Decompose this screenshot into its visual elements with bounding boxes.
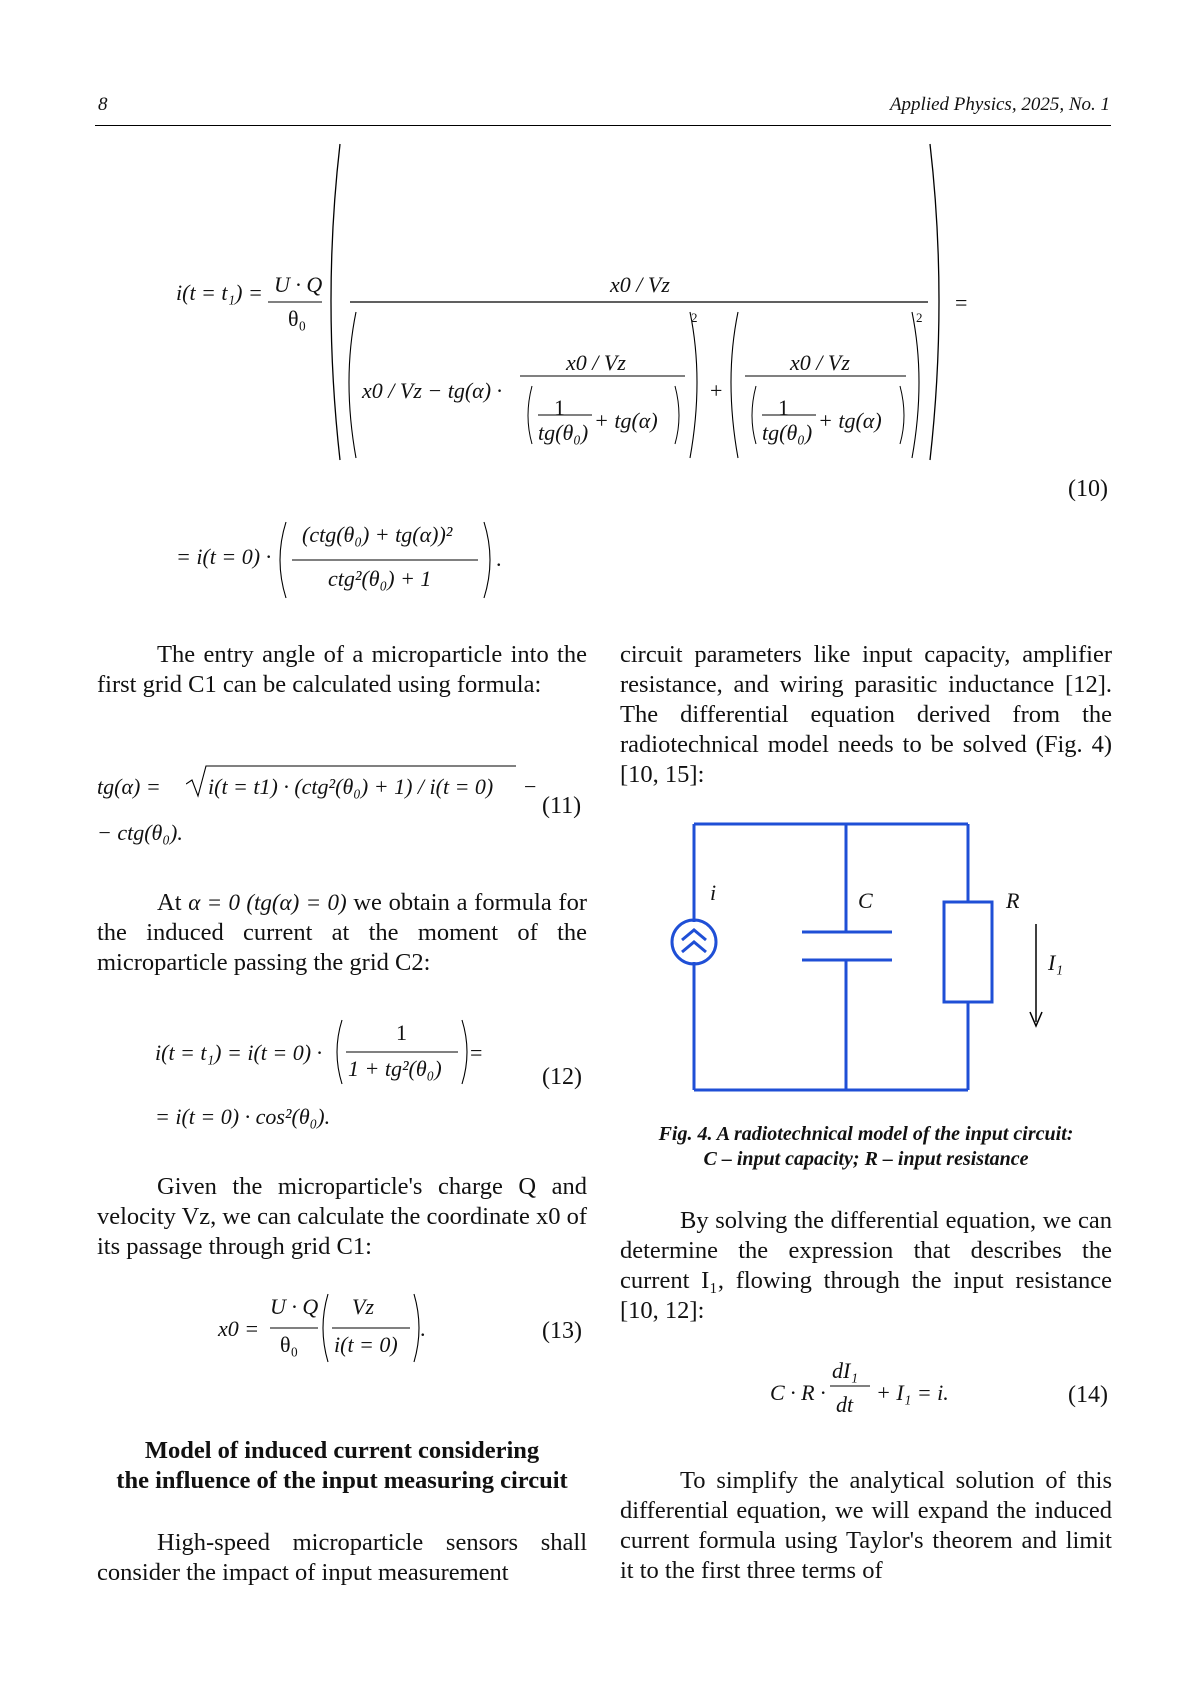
journal-header: Applied Physics, 2025, No. 1	[889, 94, 1110, 115]
eq10-lhs: i(t = t₁) =	[176, 280, 263, 305]
left-paragraph-3: Given the microparticle's charge Q and velocity Vz, we can calculate the coordinate x0 of its passage through grid C1:	[97, 1173, 588, 1260]
inline-alpha-condition: α = 0 (tg(α) = 0)	[188, 890, 347, 915]
circuit-label-i1: I₁	[1048, 950, 1063, 975]
left-paragraph-2-post: we obtain a formula for the induced current at the moment of the microparticle passing the grid C2:	[97, 889, 587, 976]
eq13-lhs: x0 =	[218, 1316, 260, 1341]
eq12-number: (12)	[542, 1064, 582, 1090]
eq10-coef-num: U · Q	[274, 272, 323, 297]
eq11-lhs: tg(α) =	[97, 774, 161, 799]
eq10-d1-num: x0 / Vz	[566, 350, 626, 375]
eq12-equals: =	[470, 1040, 483, 1065]
eq10-top: x0 / Vz	[610, 272, 670, 297]
eq14-lhs: C · R ·	[770, 1380, 826, 1405]
eq10-line2-lhs: = i(t = 0) ·	[176, 544, 272, 569]
eq12-num: 1	[396, 1020, 407, 1045]
left-paragraph-1: The entry angle of a microparticle into the first grid C1 can be calculated using formula:	[97, 641, 587, 698]
eq13-period: .	[420, 1316, 426, 1341]
eq10-coef-den: θ₀	[288, 306, 307, 331]
eq10-number: (10)	[1068, 476, 1108, 502]
eq11-number: (11)	[542, 793, 582, 819]
section-heading-line-2: the influence of the input measuring circuit	[116, 1467, 568, 1494]
figure-caption	[620, 1122, 1112, 1172]
eq10-d1-inner-plus: + tg(α)	[594, 408, 658, 433]
left-paragraph-2-pre: At	[157, 889, 182, 916]
circuit-diagram	[650, 812, 1090, 1102]
circuit-label-c: C	[858, 888, 873, 913]
figure-caption-line-2: C – input capacity; R – input resistance	[703, 1148, 1029, 1170]
eq14-rhs: + I₁ = i.	[876, 1380, 949, 1405]
eq10-d2-inner-num: 1	[778, 395, 789, 420]
eq10-equals: =	[955, 290, 968, 315]
eq12-lhs: i(t = t₁) = i(t = 0) ·	[155, 1040, 323, 1065]
circuit-label-r: R	[1006, 888, 1020, 913]
eq10-d1-inner-den: tg(θ₀)	[538, 420, 589, 445]
section-heading	[92, 1436, 592, 1496]
eq14-den: dt	[836, 1392, 854, 1417]
eq10-d2-inner-den: tg(θ₀)	[762, 420, 813, 445]
eq10-d1-lead: x0 / Vz − tg(α) ·	[362, 378, 503, 403]
eq14-number: (14)	[1068, 1382, 1108, 1408]
left-paragraph-2	[97, 888, 587, 978]
left-paragraph-4: High-speed microparticle sensors shall consider the impact of input measurement	[97, 1529, 587, 1586]
eq13-num: Vz	[352, 1294, 374, 1319]
eq11-line2: − ctg(θ₀).	[97, 820, 183, 845]
eq13-number: (13)	[542, 1318, 582, 1344]
eq10-line2-den: ctg²(θ₀) + 1	[328, 566, 432, 591]
eq11-tail: −	[524, 774, 537, 799]
circuit-label-i: i	[710, 880, 717, 905]
eq14-num: dI₁	[832, 1358, 858, 1383]
section-heading-line-1: Model of induced current considering	[144, 1437, 540, 1464]
eq12-line2: = i(t = 0) · cos²(θ₀).	[155, 1104, 331, 1129]
header-rule	[95, 125, 1111, 126]
eq10-plus: +	[710, 378, 723, 403]
eq10-d2-num: x0 / Vz	[790, 350, 850, 375]
figure-caption-line-1: Fig. 4. A radiotechnical model of the input circuit:	[658, 1123, 1074, 1145]
eq10-line2-period: .	[496, 546, 502, 571]
right-paragraph-3: To simplify the analytical solution of this differential equation, we will expand the induced current formula using Taylor's theorem and limit it to the first three terms of	[620, 1467, 1112, 1584]
eq12-den: 1 + tg²(θ₀)	[348, 1056, 442, 1081]
page-number: 8	[98, 94, 108, 115]
eq11-radicand: i(t = t1) · (ctg²(θ₀) + 1) / i(t = 0)	[208, 774, 494, 799]
eq10-sq2: 2	[916, 310, 923, 325]
right-paragraph-2: By solving the differential equation, we can determine the expression that describes the current I₁, flowing through the input resistance [10, 12]:	[620, 1207, 1112, 1324]
right-paragraph-1: circuit parameters like input capacity, amplifier resistance, and wiring parasitic inductance [12]. The differential equation derived from the radiotechnical model needs to be solved (Fig. 4) [10, 15]:	[620, 641, 1112, 788]
eq10-d2-inner-plus: + tg(α)	[818, 408, 882, 433]
eq13-coef-den: θ₀	[280, 1332, 299, 1357]
eq10-line2-num: (ctg(θ₀) + tg(α))²	[302, 522, 453, 547]
eq13-den: i(t = 0)	[334, 1332, 398, 1357]
eq13-coef-num: U · Q	[270, 1294, 319, 1319]
eq10-d1-inner-num: 1	[554, 395, 565, 420]
eq10-sq1: 2	[691, 310, 698, 325]
